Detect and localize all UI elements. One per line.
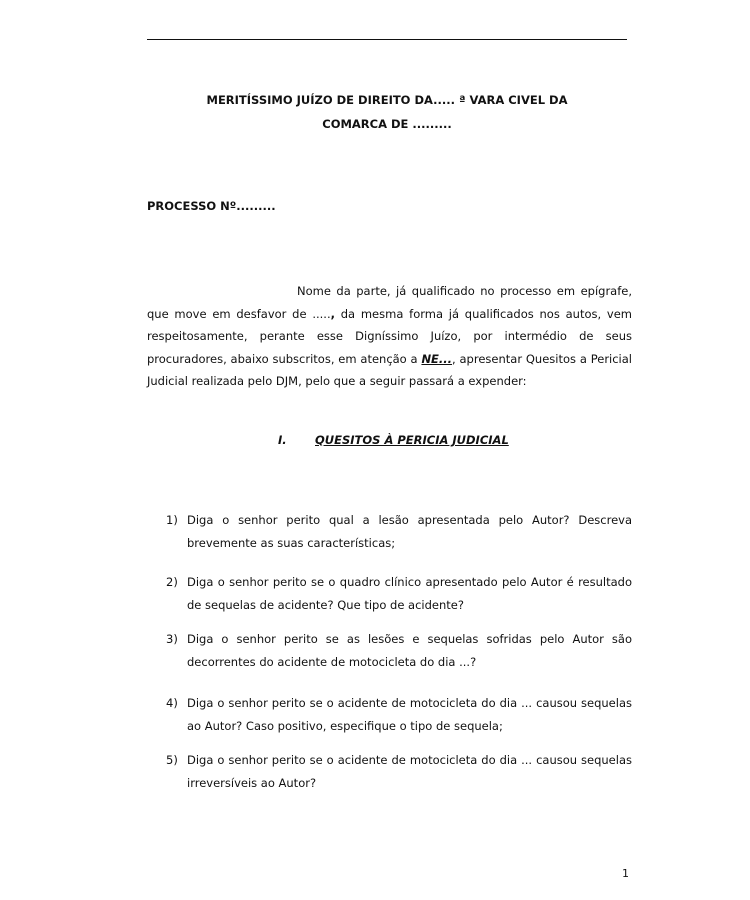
question-number: 3) <box>166 632 178 646</box>
question-item <box>166 571 632 616</box>
question-text: Diga o senhor perito qual a lesão apresentada pelo Autor? Descreva brevemente as suas características; <box>187 513 632 550</box>
intro-text-1: Nome da parte, já qualificado no processo em epígrafe, que move em desfavor de ..... <box>147 284 632 321</box>
intro-comma: , <box>330 306 335 321</box>
question-number: 4) <box>166 696 178 710</box>
question-item <box>166 692 632 737</box>
intro-paragraph <box>147 280 632 393</box>
court-heading-line-2: COMARCA DE ......... <box>322 117 452 131</box>
court-heading-line-1: MERITÍSSIMO JUÍZO DE DIREITO DA..... ª VARA CIVEL DA <box>206 93 568 107</box>
question-item <box>166 628 632 673</box>
question-text: Diga o senhor perito se o acidente de motocicleta do dia ... causou sequelas ao Autor? Caso positivo, especifique o tipo de sequela; <box>187 696 632 733</box>
ne-reference: NE... <box>421 351 453 366</box>
page-number: 1 <box>622 867 629 880</box>
question-text: Diga o senhor perito se o quadro clínico apresentado pelo Autor é resultado de sequelas de acidente? Que tipo de acidente? <box>187 575 632 612</box>
question-number: 5) <box>166 753 178 767</box>
section-number: I. <box>278 433 287 447</box>
question-number: 2) <box>166 575 178 589</box>
question-number: 1) <box>166 513 178 527</box>
header-rule <box>147 39 627 40</box>
case-number: PROCESSO Nº......... <box>147 199 276 213</box>
question-text: Diga o senhor perito se o acidente de motocicleta do dia ... causou sequelas irreversíveis ao Autor? <box>187 753 632 790</box>
intro-text-2: da mesma forma já qualificados nos autos, vem respeitosamente, perante esse Digníssimo Juízo, por intermédio de seus procuradores, abaixo subscritos, em atenção a <box>147 306 632 366</box>
question-item <box>166 749 632 794</box>
section-title: QUESITOS À PERICIA JUDICIAL <box>315 433 509 447</box>
question-text: Diga o senhor perito se as lesões e sequelas sofridas pelo Autor são decorrentes do acidente de motocicleta do dia ...? <box>187 632 632 669</box>
intro-text-3: , apresentar Quesitos a Pericial Judicial realizada pelo DJM, pelo que a seguir passará a expender: <box>147 351 632 388</box>
question-item <box>166 509 632 554</box>
